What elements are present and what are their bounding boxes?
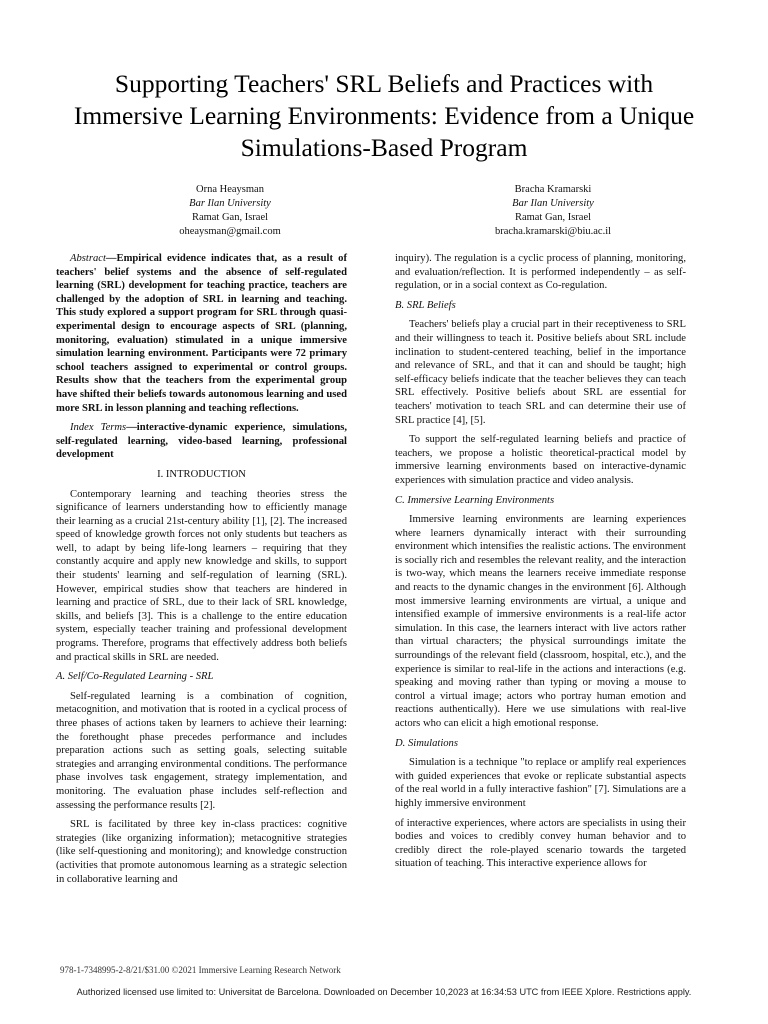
paper-title: Supporting Teachers' SRL Beliefs and Practices with Immersive Learning Environments: Evidence from a Unique Simulations-Based Program [73, 69, 695, 162]
right-column [395, 252, 686, 877]
paragraph: Self-regulated learning is a combination of cognition, metacognition, and motivation that is rooted in a cyclical process of three phases of actions taken by learners to achieve their learning: the forethought phase precedes performance and includes preparation actions such as setting goals, selecting suitable strategies and arranging environmental conditions. The performance phase involves task engagement, strategy implementation, and monitoring. The evaluation phase includes self-reflection and assessing the performance results [2]. [56, 690, 347, 811]
subsection-heading-d: D. Simulations [395, 737, 458, 749]
paragraph: Simulation is a technique "to replace or amplify real experiences with guided experiences that evoke or replicate substantial aspects of the real world in a fully interactive fashion" [7]. Simulations are a highly immersive environment [395, 757, 686, 809]
subsection-heading-a: A. Self/Co-Regulated Learning - SRL [56, 671, 214, 683]
section-heading-num: I. I [157, 468, 170, 480]
section-heading-intro [56, 468, 347, 482]
paragraph: Immersive learning environments are learning experiences where learners dynamically interact with their surrounding environment which intensifies the realistic actions. The environment is socially rich and resembles the relevant reality, and the interaction is two-way, which means the learners receive immediate response and reacts to the dynamic changes in the environment [6]. Although most immersive learning environments are virtual, a unique and intensified example of immersive environments is a real-life actor simulation. In this case, the learners interact with live actors rather than virtual characters; the physical surroundings imitate the surroundings of the relevant field (classroom, hospital, etc.), and the experience is similar to real-life in the actions and interactions (e.g. speaking and moving rather than typing or moving a mouse to control a virtual image; actors who portray human emotion and reactions authentically). Here we use simulations with real-live actors who can elicit a high emotional response. [395, 514, 686, 729]
index-terms-label: Index Terms [70, 422, 127, 434]
author-location: Ramat Gan, Israel [514, 212, 592, 223]
author-location: Ramat Gan, Israel [191, 212, 269, 223]
author-affiliation: Bar Ilan University [189, 198, 271, 209]
abstract [56, 252, 347, 415]
license-notice: Authorized licensed use limited to: Universitat de Barcelona. Downloaded on December 10,2023 at 16:34:53 UTC from IEEE Xplore. Restrictions apply. [76, 987, 692, 997]
paragraph: SRL is facilitated by three key in-class practices: cognitive strategies (like organizing information); metacognitive strategies (like self-questioning and monitoring); and knowledge construction (activities that promote autonomous learning as a strategic selection in collaborative learning and [56, 819, 347, 885]
paragraph: inquiry). The regulation is a cyclic process of planning, monitoring, and evaluation/reflection. It is performed independently – as self-regulation, or in a social context as Co-regulation. [395, 253, 686, 292]
author-name: Bracha Kramarski [514, 184, 592, 195]
author-block-2 [423, 183, 683, 239]
subsection-heading-b: B. SRL Beliefs [395, 299, 456, 311]
paragraph: To support the self-regulated learning beliefs and practice of teachers, we propose a holistic theoretical-practical model by immersive learning environments based on interactive-dynamic experiences with simulation practice and video analysis. [395, 434, 686, 486]
author-block-1 [100, 183, 360, 239]
author-email: bracha.kramarski@biu.ac.il [494, 226, 612, 237]
paragraph: Contemporary learning and teaching theories stress the significance of learners understanding how to efficiently manage their learning as a crucial 21st-century ability [1], [2]. The increased speed of knowledge growth forces not only students but teachers as well, to adapt by being life-long learners – requiring that they constantly acquire and apply new knowledge and skills, to support their students' learning and self-regulation of learning (SRL). However, empirical studies show that teachers are hindered in learning and practice of SRL, due to their lack of SRL knowledge, skills, and beliefs [3]. This is a challenge to the entire education system, especially teacher training and professional development programs. Therefore, programs that effectively address both beliefs and practical skills in SRL are needed. [56, 488, 347, 663]
copyright-footer: 978-1-7348995-2-8/21/$31.00 ©2021 Immersive Learning Research Network [60, 965, 341, 975]
subsection-heading-c: C. Immersive Learning Environments [395, 494, 555, 506]
abstract-label: Abstract [70, 253, 106, 264]
author-email: oheaysman@gmail.com [179, 226, 281, 237]
paragraph: Teachers' beliefs play a crucial part in their receptiveness to SRL and their willingness to teach it. Positive beliefs about SRL include inclination to student-centered teaching, belief in the importance and relevance of SRL, and that it can and should be taught; high self-efficacy beliefs indicate that the teacher believes they can teach SRL effectively. Positive beliefs about SRL are essential for teachers' motivation to teach SRL and can determine their use of SRL practice [4], [5]. [395, 319, 686, 426]
author-affiliation: Bar Ilan University [512, 198, 594, 209]
index-terms [56, 421, 347, 462]
author-name: Orna Heaysman [196, 184, 264, 195]
abstract-text: —Empirical evidence indicates that, as a result of teachers' belief systems and the absence of self-regulated learning (SRL) development for teaching practice, teachers are challenged by the adoption of SRL in learning and teaching. This study explored a support program for SRL through quasi-experimental design to encourage aspects of SRL (planning, monitoring, evaluation) stimulated in a unique immersive simulation learning environment. Participants were 72 primary school teachers assigned to experimental or control groups. Results show that the teachers from the experimental group have shifted their beliefs towards autonomous learning and used more SRL in lesson planning and teaching reflections. [56, 253, 347, 414]
index-terms-text: —interactive-dynamic experience, simulations, self-regulated learning, video-based learning, professional development [56, 422, 347, 461]
section-heading-rest: NTRODUCTION [169, 468, 246, 480]
left-column [56, 252, 347, 892]
paragraph: of interactive experiences, where actors are specialists in using their bodies and voices to credibly convey human behavior and to credibly direct the role-played scenario towards the targeted situation of teaching. This interactive experience allows for [395, 817, 686, 870]
